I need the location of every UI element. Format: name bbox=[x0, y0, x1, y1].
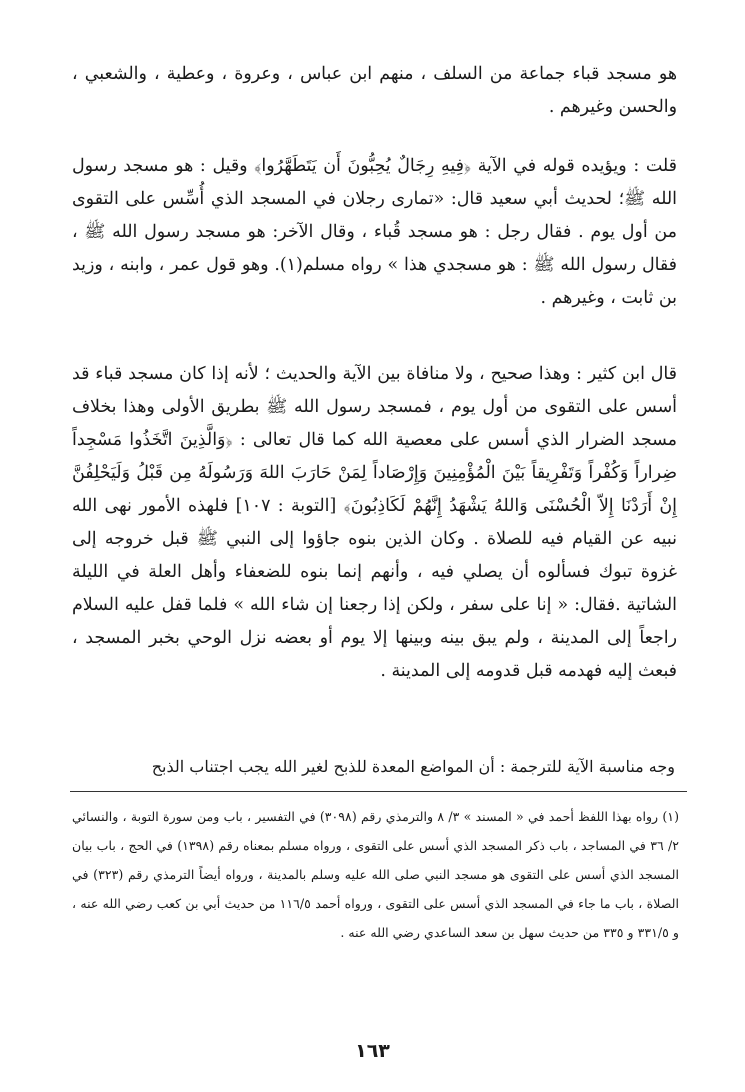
page-number: ١٦٣ bbox=[355, 1040, 390, 1062]
footnote-divider bbox=[70, 791, 687, 792]
section-heading: وجه مناسبة الآية للترجمة : أن المواضع المعدة للذبح لغير الله يجب اجتناب الذبح bbox=[151, 757, 675, 776]
footnote: (١) رواه بهذا اللفظ أحمد في « المسند » ٣/ ٨ والترمذي رقم (٣٠٩٨) في التفسير ، باب ومن سورة التوبة ، والنسائي ٢/ ٣٦ في المساجد ، باب ذكر المسجد الذي أسس على التقوى ، ورواه مسلم بمعناه رقم (١٣٩٨) في الحج ، باب بيان المسجد الذي أسس على التقوى هو مسجد النبي صلى الله عليه وسلم بالمدينة ، ورواه أيضاً الترمذي رقم (٣٢٣) في الصلاة ، باب ما جاء في المسجد الذي أسس على التقوى ، ورواه أحمد ١١٦/٥ من حديث أبي بن كعب رضي الله عنه ، و ٣٣١/٥ و ٣٣٥ من حديث سهل بن سعد الساعدي رضي الله عنه . bbox=[72, 809, 680, 940]
body-paragraph-2: قلت : ويؤيده قوله في الآية ﴿فِيهِ رِجَالٌ يُحِبُّونَ أَن يَتَطَهَّرُوا﴾ وقيل : هو مسجد رسول الله ﷺ؛ لحديث أبي سعيد قال: «تمارى رجلان في المسجد الذي أُسِّس على التقوى من أول يوم . فقال رجل : هو مسجد قُباء ، وقال الآخر: هو مسجد رسول الله ﷺ ، فقال رسول الله ﷺ : هو مسجدي هذا » رواه مسلم(١). وهو قول عمر ، وابنه ، وزيد بن ثابت ، وغيرهم . bbox=[72, 156, 677, 308]
body-paragraph-3: قال ابن كثير : وهذا صحيح ، ولا منافاة بين الآية والحديث ؛ لأنه إذا كان مسجد قباء قد أسس على التقوى من أول يوم ، فمسجد رسول الله ﷺ بطريق الأولى وهذا بخلاف مسجد الضرار الذي أسس على معصية الله كما قال تعالى : ﴿وَالَّذِينَ اتَّخَذُوا مَسْجِداً ضِراراً وَكُفْراً وَتَفْرِيقاً بَيْنَ الْمُؤْمِنِينَ وَإِرْصَاداً لِمَنْ حَارَبَ اللهَ وَرَسُولَهُ مِن قَبْلُ وَلَيَحْلِفُنَّ إِنْ أَرَدْنَا إِلاّ الْحُسْنَى وَاللهُ يَشْهَدُ إِنَّهُمْ لَكَاذِبُونَ﴾ [التوبة : ١٠٧] فلهذه الأمور نهى الله نبيه عن القيام فيه للصلاة . وكان الذين بنوه جاؤوا إلى النبي ﷺ قبل خروجه إلى غزوة تبوك فسألوه أن يصلي فيه ، وأنهم إنما بنوه للضعفاء وأهل العلة في الليلة الشاتية .فقال: « إنا على سفر ، ولكن إذا رجعنا إن شاء الله » فلما قفل عليه السلام راجعاً إلى المدينة ، ولم يبق بينه وبينها إلا يوم أو بعضه نزل الوحي بخبر المسجد ، فبعث إليه فهدمه قبل قدومه إلى المدينة . bbox=[72, 364, 677, 681]
body-paragraph-1: هو مسجد قباء جماعة من السلف ، منهم ابن عباس ، وعروة ، وعطية ، والشعبي ، والحسن وغيرهم . bbox=[72, 64, 677, 117]
